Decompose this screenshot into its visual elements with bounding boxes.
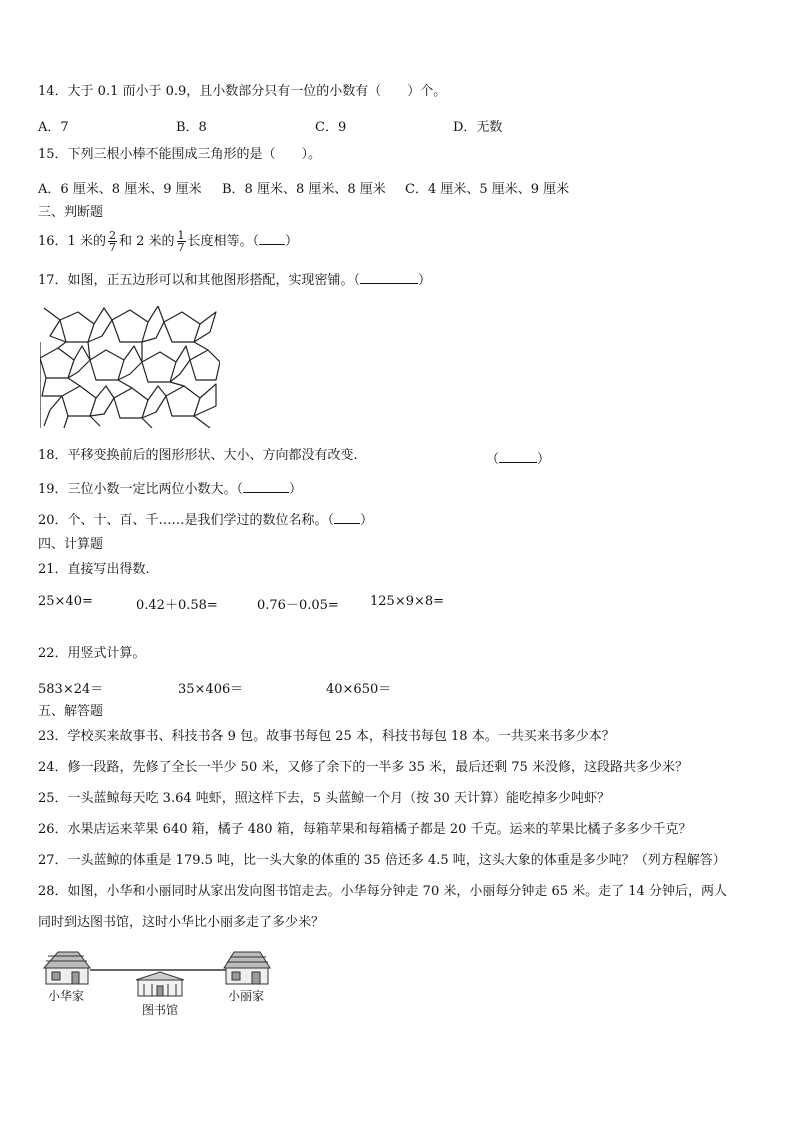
question-23: 23．学校买来故事书、科技书各 9 包。故事书每包 25 本，科技书每包 18 本。一共买来书多少本？ <box>38 729 615 744</box>
q17-answer-blank[interactable] <box>360 271 418 284</box>
xiaoli-house-label: 小丽家 <box>228 989 265 1003</box>
question-19 <box>38 480 302 498</box>
route-diagram <box>40 946 280 1022</box>
question-18: 18．平移变换前后的图形形状、大小、方向都没有改变. <box>38 448 358 463</box>
section-heading-word-problems: 五、解答题 <box>38 704 104 719</box>
question-28-line-2: 同时到达图书馆，这时小华比小丽多走了多少米？ <box>38 915 325 930</box>
q21-item-3: 0.76－0.05= <box>257 598 339 613</box>
question-21: 21．直接写出得数. <box>38 562 150 577</box>
q14-option-d: D．无数 <box>453 120 503 135</box>
q20-answer-blank[interactable] <box>334 511 360 524</box>
library-building-icon <box>136 972 184 996</box>
fraction-2-7-numerator: 2 <box>108 229 116 242</box>
question-25: 25．一头蓝鲸每天吃 3.64 吨虾，照这样下去，5 头蓝鲸一个月（按 30 天计算）能吃掉多少吨虾？ <box>38 791 610 806</box>
q22-item-3: 40×650＝ <box>326 682 392 697</box>
q21-item-4: 125×9×8= <box>370 594 445 609</box>
q17-end: ） <box>418 273 432 288</box>
q14-option-c: C．9 <box>315 120 347 135</box>
question-17 <box>38 271 431 289</box>
fraction-1-7-denominator: 7 <box>177 241 185 254</box>
q17-text: 17．如图，正五边形可以和其他图形搭配，实现密铺。（ <box>38 273 361 288</box>
q18-answer <box>486 448 550 467</box>
question-20 <box>38 511 373 529</box>
fraction-2-7-denominator: 7 <box>108 241 116 254</box>
q15-option-b: B．8 厘米、8 厘米、8 厘米 <box>222 182 386 197</box>
q20-text: 20．个、十、百、千……是我们学过的数位名称。（ <box>38 513 335 528</box>
q16-prefix: 16．1 米的 <box>38 234 106 249</box>
q18-paren-close: ） <box>537 452 551 467</box>
q19-answer-blank[interactable] <box>243 480 289 493</box>
library-label: 图书馆 <box>142 1003 179 1017</box>
xiaoli-house-icon <box>224 952 270 984</box>
question-28-line-1: 28．如图，小华和小丽同时从家出发向图书馆走去。小华每分钟走 70 米，小丽每分钟走 65 米。走了 14 分钟后，两人 <box>38 884 727 899</box>
q16-end: ） <box>285 234 299 249</box>
q21-item-2: 0.42＋0.58= <box>136 598 218 613</box>
q16-suffix: 长度相等。（ <box>187 234 260 249</box>
fraction-1-7 <box>177 230 186 253</box>
question-22: 22．用竖式计算。 <box>38 646 146 661</box>
q22-item-1: 583×24＝ <box>38 682 104 697</box>
q15-option-a: A．6 厘米、8 厘米、9 厘米 <box>38 182 202 197</box>
q20-end: ） <box>360 513 374 528</box>
xiaohua-house-icon <box>44 952 90 984</box>
fraction-1-7-numerator: 1 <box>177 229 185 242</box>
q19-text: 19．三位小数一定比两位小数大。（ <box>38 482 244 497</box>
question-27: 27．一头蓝鲸的体重是 179.5 吨，比一头大象的体重的 35 倍还多 4.5 吨，这头大象的体重是多少吨？（列方程解答） <box>38 853 726 868</box>
question-24: 24．修一段路，先修了全长一半少 50 米，又修了余下的一半多 35 米，最后还剩 75 米没修，这段路共多少米？ <box>38 760 688 775</box>
q15-option-c: C．4 厘米、5 厘米、9 厘米 <box>405 182 570 197</box>
pentagon-tessellation-figure <box>40 306 220 428</box>
q14-option-b: B．8 <box>176 120 207 135</box>
q19-end: ） <box>289 482 303 497</box>
question-16 <box>38 230 298 254</box>
q14-option-a: A．7 <box>38 120 69 135</box>
xiaohua-house-label: 小华家 <box>48 989 85 1003</box>
q22-item-2: 35×406＝ <box>178 682 244 697</box>
q16-middle: 和 2 米的 <box>118 234 175 249</box>
question-26: 26．水果店运来苹果 640 箱，橘子 480 箱，每箱苹果和每箱橘子都是 20 千克。运来的苹果比橘子多多少千克？ <box>38 822 692 837</box>
q18-paren-open: （ <box>486 452 500 467</box>
q18-answer-blank[interactable] <box>499 450 537 463</box>
q21-item-1: 25×40= <box>38 594 93 609</box>
fraction-2-7 <box>108 230 117 253</box>
q16-answer-blank[interactable] <box>259 232 285 245</box>
question-15: 15．下列三根小棒不能围成三角形的是（ ）。 <box>38 147 322 162</box>
section-heading-calculation: 四、计算题 <box>38 537 104 552</box>
section-heading-judgement: 三、判断题 <box>38 205 104 220</box>
question-14: 14．大于 0.1 而小于 0.9，且小数部分只有一位的小数有（ ）个。 <box>38 84 447 99</box>
